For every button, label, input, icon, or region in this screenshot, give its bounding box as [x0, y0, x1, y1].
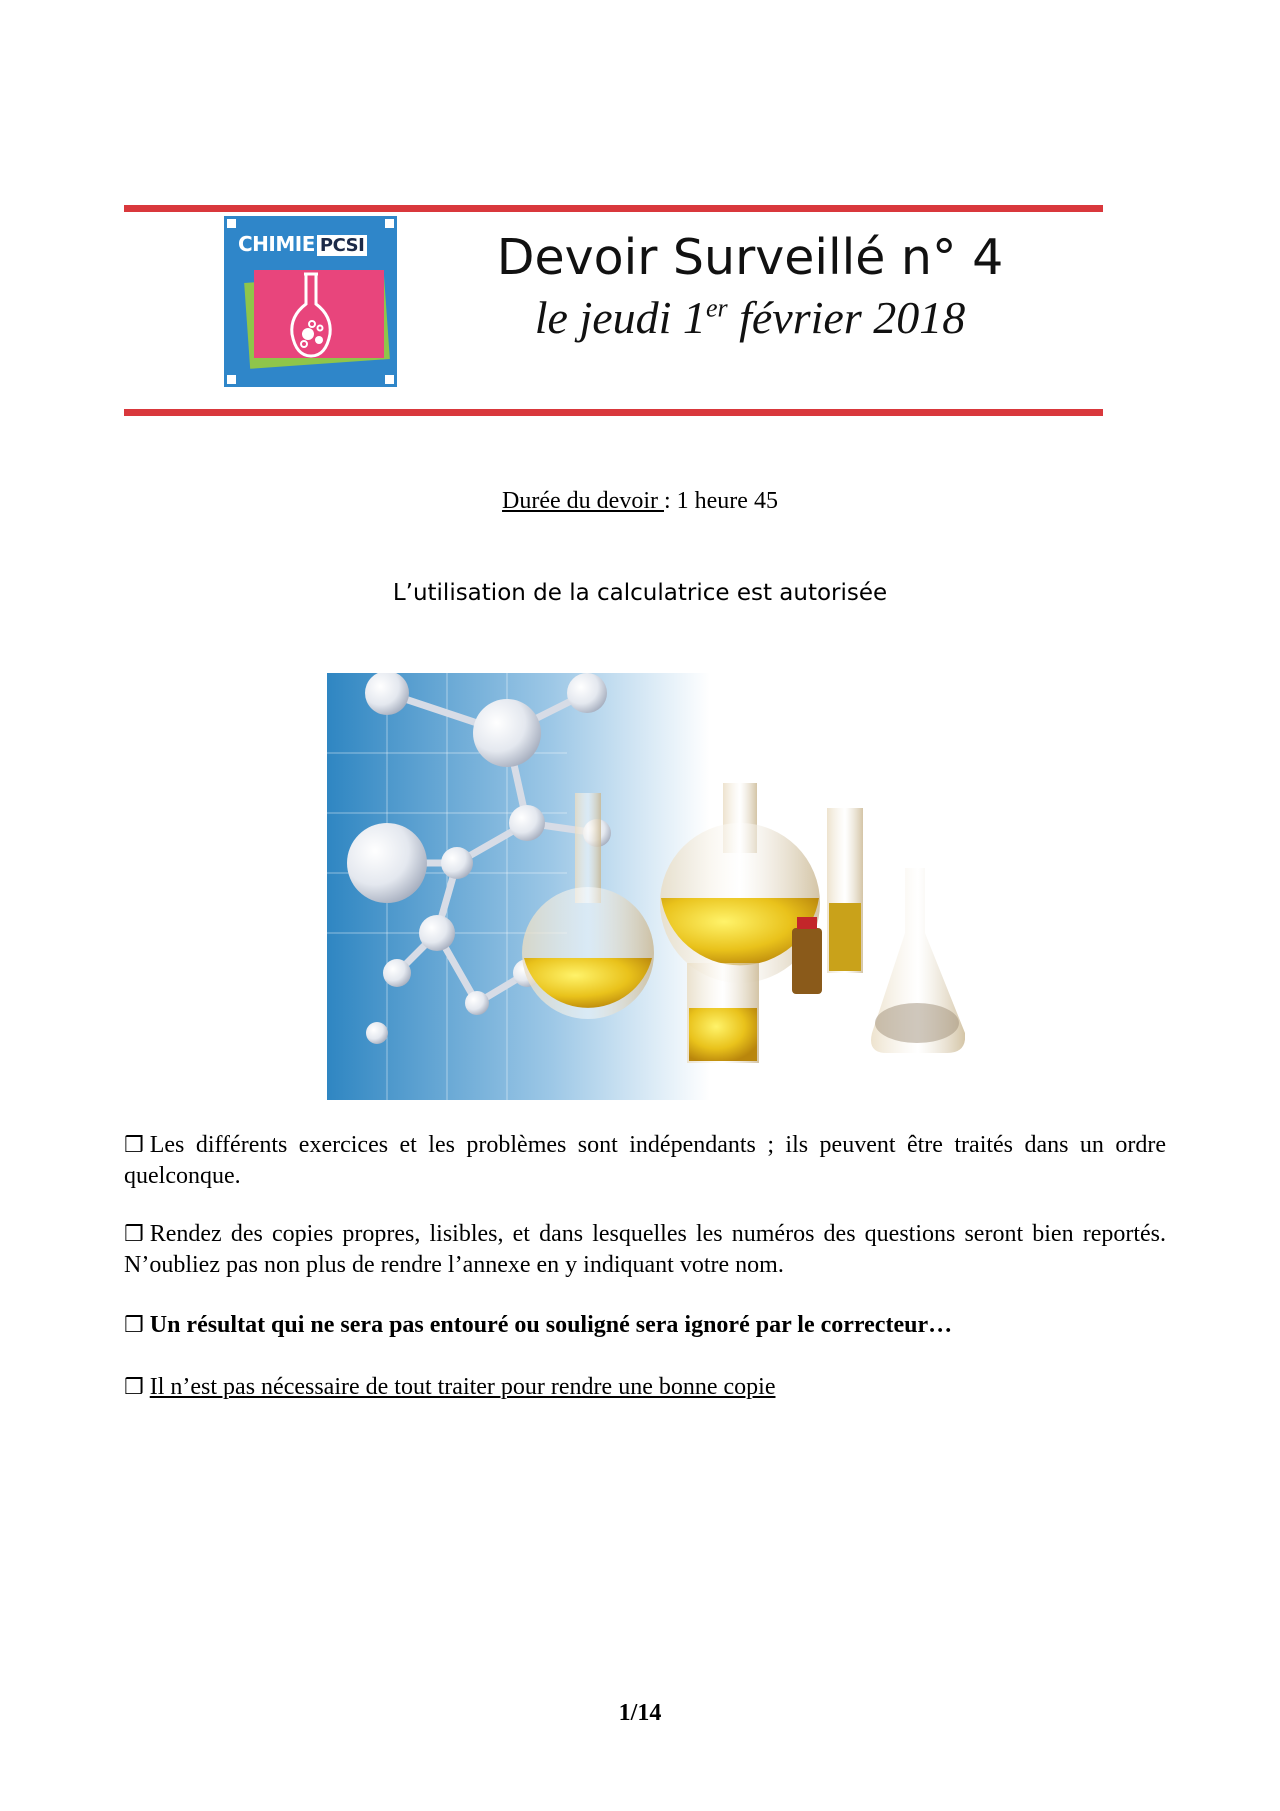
page-title: Devoir Surveillé n° 4: [496, 229, 1004, 286]
instruction-item: ❒ Les différents exercices et les problèmes sont indépendants ; ils peuvent être traités dans un ordre quelconque.: [124, 1132, 1166, 1189]
header-rule-top: [124, 205, 1103, 212]
instruction-item: ❒ Rendez des copies propres, lisibles, et dans lesquelles les numéros des questions seront bien reportés. N’oubliez pas non plus de rendre l’annexe en y indiquant votre nom.: [124, 1221, 1166, 1278]
logo-text: CHIMIE PCSI: [238, 232, 367, 256]
laboratory-glassware-illustration: [327, 673, 965, 1100]
page-number: 1/14: [618, 1700, 662, 1726]
checkbox-bullet-icon: ❒: [124, 1133, 144, 1158]
chimie-pcsi-logo: [224, 216, 397, 387]
instruction-item: ❒ Un résultat qui ne sera pas entouré ou souligné sera ignoré par le correcteur…: [124, 1312, 953, 1338]
checkbox-bullet-icon: ❒: [124, 1375, 144, 1400]
flask-icon: [286, 268, 336, 360]
exam-duration: Durée du devoir : 1 heure 45: [502, 488, 778, 514]
checkbox-bullet-icon: ❒: [124, 1313, 144, 1338]
calculator-note: L’utilisation de la calculatrice est autorisée: [392, 580, 888, 606]
checkbox-bullet-icon: ❒: [124, 1222, 144, 1247]
instruction-item: ❒ Il n’est pas nécessaire de tout traiter pour rendre une bonne copie: [124, 1374, 776, 1400]
exam-date: le jeudi 1er février 2018: [534, 292, 966, 343]
header-rule-bottom: [124, 409, 1103, 416]
